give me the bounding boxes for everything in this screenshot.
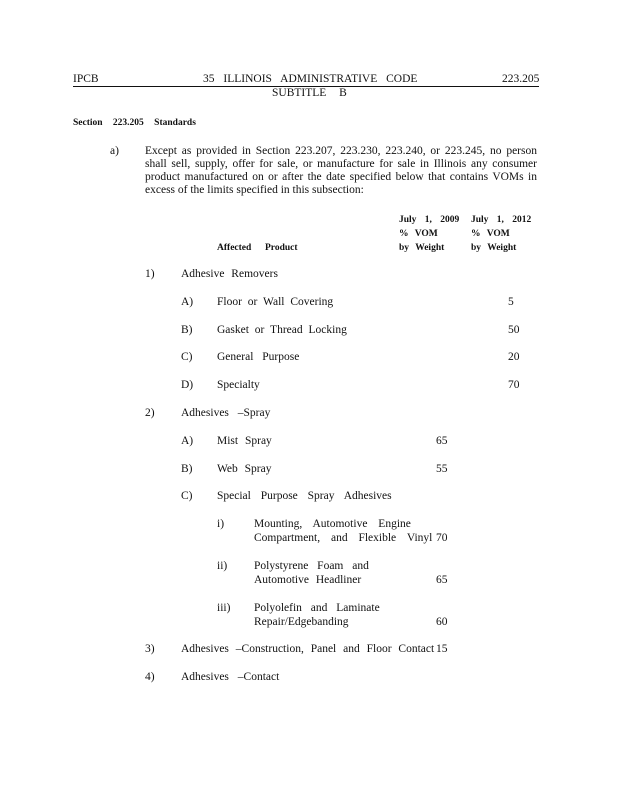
item-label: Adhesives –Contact — [181, 671, 280, 683]
col-2012-unit: % VOM — [471, 229, 510, 239]
header-left: IPCB — [73, 73, 99, 85]
item-label: Polyolefin and Laminate — [254, 602, 380, 614]
header-subtitle: SUBTITLE B — [272, 87, 347, 99]
item-number: C) — [181, 351, 193, 363]
col-2009-unit: % VOM — [399, 229, 438, 239]
item-number: B) — [181, 463, 193, 475]
table-header-product: Product — [265, 243, 298, 253]
item-number: B) — [181, 324, 193, 336]
item-label-continued: Compartment, and Flexible Vinyl — [254, 532, 433, 544]
col-2009-date: July 1, 2009 — [399, 215, 460, 225]
header-center: 35 ILLINOIS ADMINISTRATIVE CODE — [203, 73, 418, 85]
item-label: Mist Spray — [217, 435, 272, 447]
item-label: Adhesives –Spray — [181, 407, 271, 419]
value-2012: 5 — [508, 296, 514, 308]
item-label-continued: Automotive Headliner — [254, 574, 362, 586]
item-label: Specialty — [217, 379, 260, 391]
value-2009: 65 — [436, 574, 448, 586]
header-right: 223.205 — [502, 73, 540, 85]
col-2012-date: July 1, 2012 — [471, 215, 532, 225]
value-2012: 20 — [508, 351, 520, 363]
item-label: General Purpose — [217, 351, 300, 363]
value-2009: 70 — [436, 532, 448, 544]
item-number: i) — [217, 518, 225, 530]
item-number: ii) — [217, 560, 228, 572]
item-number: 1) — [145, 268, 155, 280]
col-2009-basis: by Weight — [399, 243, 445, 253]
section-heading: Section 223.205 Standards — [73, 118, 196, 128]
item-label-continued: Repair/Edgebanding — [254, 616, 349, 628]
item-number: 2) — [145, 407, 155, 419]
value-2009: 55 — [436, 463, 448, 475]
item-number: iii) — [217, 602, 231, 614]
value-2012: 70 — [508, 379, 520, 391]
item-number: D) — [181, 379, 194, 391]
table-header-affected: Affected — [217, 243, 252, 253]
item-label: Special Purpose Spray Adhesives — [217, 490, 392, 502]
col-2012-basis: by Weight — [471, 243, 517, 253]
item-label: Adhesives –Construction, Panel and Floor Contact — [181, 643, 435, 655]
value-2009: 65 — [436, 435, 448, 447]
item-number: A) — [181, 296, 194, 308]
item-label: Floor or Wall Covering — [217, 296, 334, 308]
item-label: Mounting, Automotive Engine — [254, 518, 411, 530]
value-2009: 60 — [436, 616, 448, 628]
item-label: Polystyrene Foam and — [254, 560, 369, 572]
paragraph-text: Except as provided in Section 223.207, 223.230, 223.240, or 223.245, no person shall sell, supply, offer for sale, or manufacture for sale in Illinois any consumer product manufactured on or after the date specified below that contains VOMs in excess of the limits specified in this subsection: — [145, 145, 537, 196]
item-label: Adhesive Removers — [181, 268, 278, 280]
item-number: C) — [181, 490, 193, 502]
item-number: A) — [181, 435, 194, 447]
item-label: Gasket or Thread Locking — [217, 324, 347, 336]
paragraph-marker: a) — [110, 145, 119, 157]
item-label: Web Spray — [217, 463, 272, 475]
item-number: 4) — [145, 671, 155, 683]
value-2012: 50 — [508, 324, 520, 336]
value-2009: 15 — [436, 643, 448, 655]
item-number: 3) — [145, 643, 155, 655]
